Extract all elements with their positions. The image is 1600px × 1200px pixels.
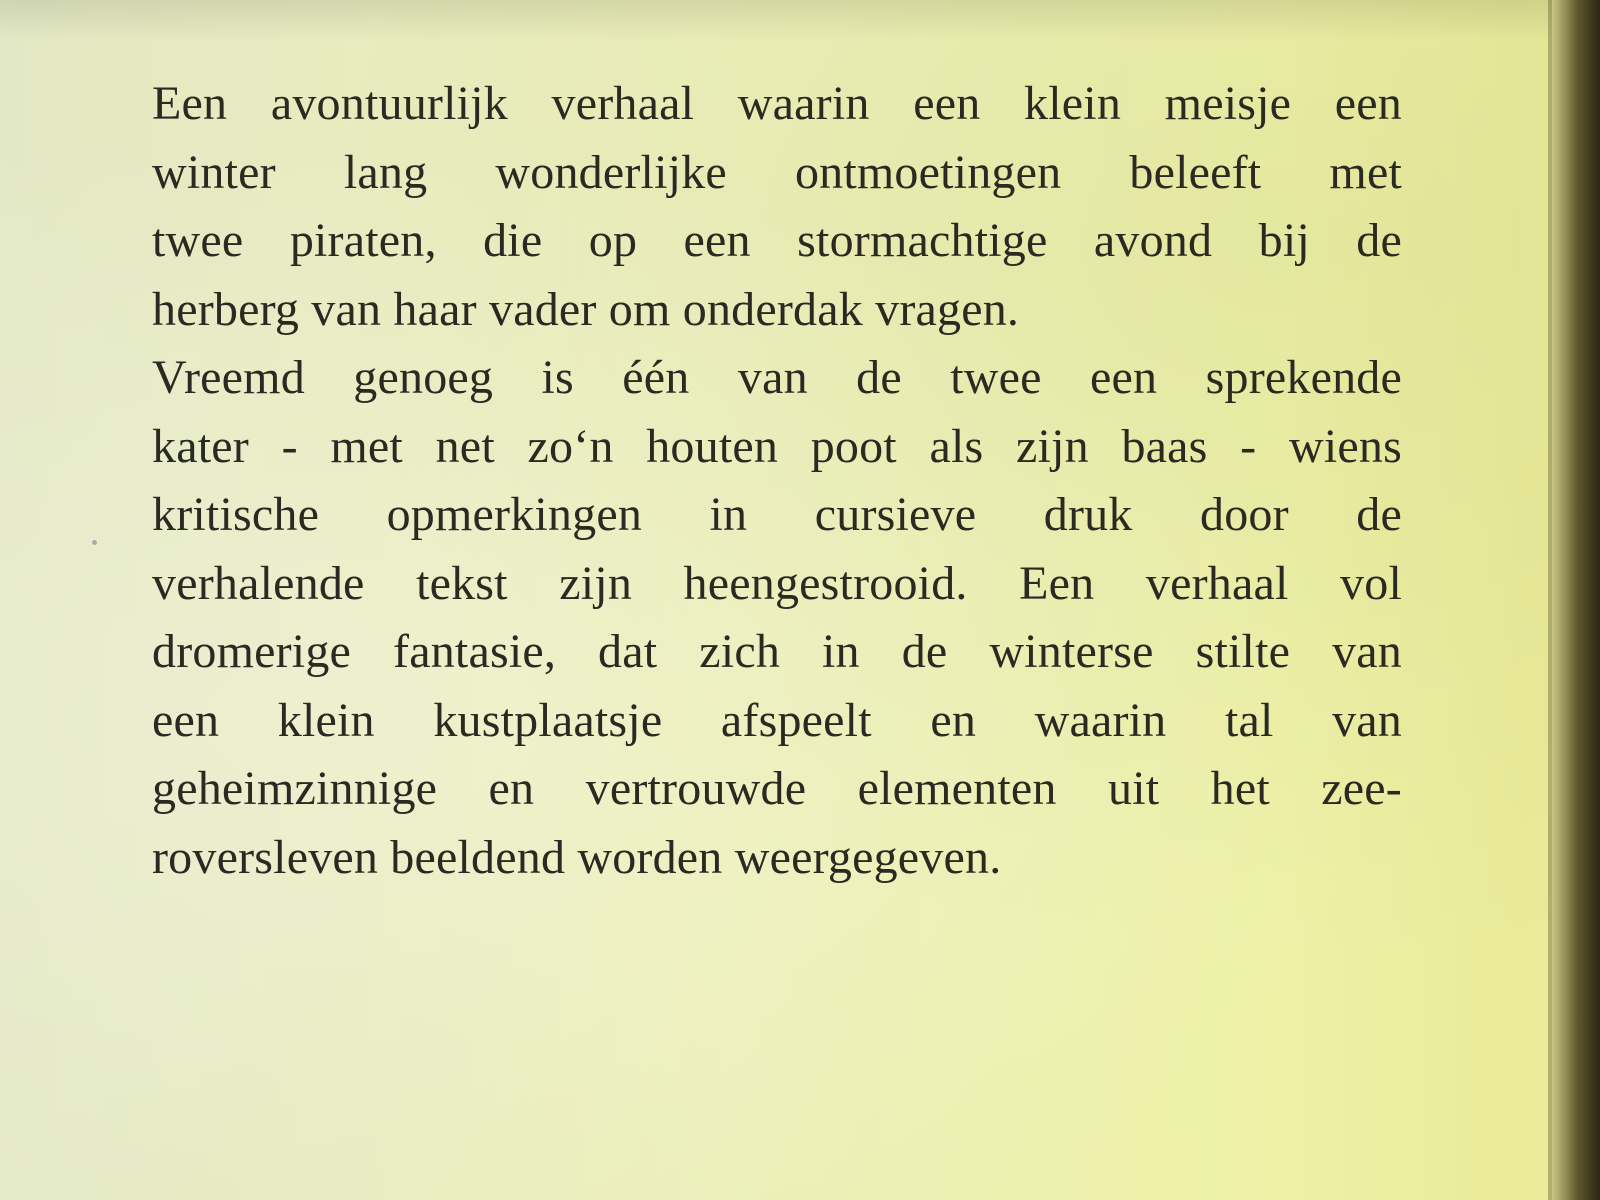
blurb-line: winter lang wonderlijke ontmoetingen beleeft met <box>152 145 1402 199</box>
blurb-line: dromerige fantasie, dat zich in de winterse stilte van <box>152 625 1402 678</box>
blurb-line: twee piraten, die op een stormachtige avond bij de <box>152 214 1402 267</box>
blurb-line: kater - met net zo‘n houten poot als zijn baas - wiens <box>152 419 1402 473</box>
blurb-text <box>152 70 1402 892</box>
blurb-line: roversleven beeldend worden weergegeven. <box>152 830 1002 884</box>
top-shadow <box>0 0 1600 40</box>
blurb-line: geheimzinnige en vertrouwde elementen uit het zee- <box>152 762 1402 815</box>
ink-speck <box>92 540 97 545</box>
blurb-line: herberg van haar vader om onderdak vragen. <box>152 282 1020 336</box>
blurb-line: verhalende tekst zijn heengestrooid. Een verhaal vol <box>152 556 1402 610</box>
book-spine-edge <box>1552 0 1600 1200</box>
blurb-line: een klein kustplaatsje afspeelt en waarin tal van <box>152 693 1402 747</box>
blurb-line: kritische opmerkingen in cursieve druk door de <box>152 488 1402 541</box>
blurb-line: Vreemd genoeg is één van de twee een sprekende <box>152 351 1402 404</box>
blurb-line: Een avontuurlijk verhaal waarin een klein meisje een <box>152 77 1402 130</box>
